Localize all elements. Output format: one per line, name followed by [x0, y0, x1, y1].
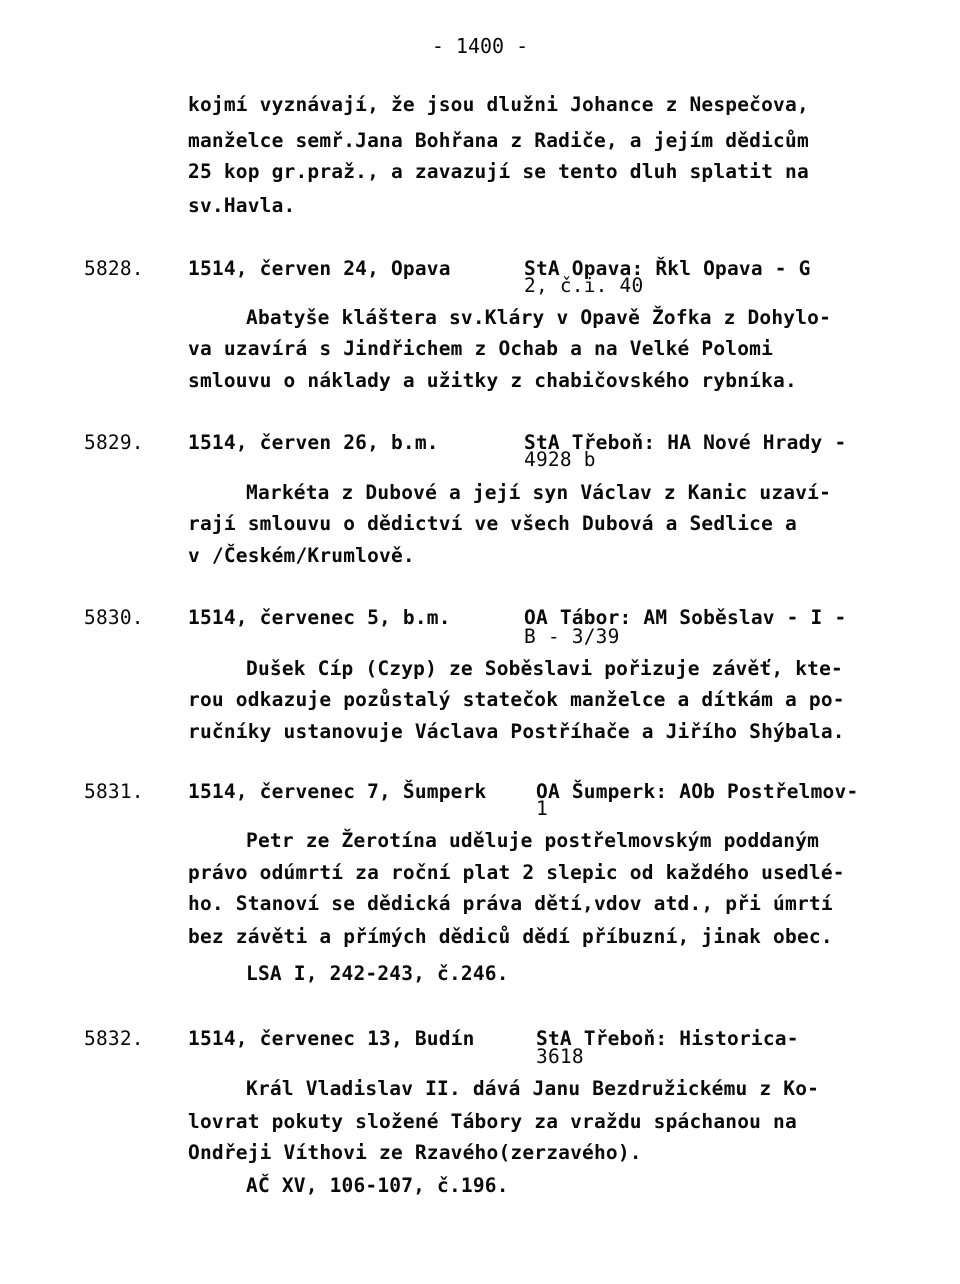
entry-text-line: rají smlouvu o dědictví ve všech Dubová a Sedlice a — [188, 512, 797, 535]
entry-text-line: Petr ze Žerotína uděluje postřelmovským poddaným — [246, 829, 820, 852]
entry-text-line: Král Vladislav II. dává Janu Bezdružickému z Ko- — [246, 1077, 820, 1100]
entry-text-line: lovrat pokuty složené Tábory za vraždu spáchanou na — [188, 1110, 797, 1133]
entry-number: 5829. — [84, 431, 144, 454]
entry-number: 5831. — [84, 780, 144, 803]
entry-source: 4928 b — [524, 448, 596, 471]
entry-date-place: 1514, červen 26, b.m. — [188, 431, 439, 454]
entry-number: 5830. — [84, 606, 144, 629]
entry-source: StA Třeboň: HA Nové Hrady - — [524, 431, 847, 454]
entry-text-line: Markéta z Dubové a její syn Václav z Kanic uzaví- — [246, 481, 832, 504]
entry-source: 1 — [536, 797, 548, 820]
entry-date-place: 1514, červenec 5, b.m. — [188, 606, 451, 629]
page-number: - 1400 - — [431, 34, 529, 58]
entry-source: OA Tábor: AM Soběslav - I - — [524, 606, 847, 629]
entry-source: StA Třeboň: Historica- — [536, 1027, 799, 1050]
entry-source: B - 3/39 — [524, 625, 620, 648]
entry-text-line: právo odúmrtí za roční plat 2 slepic od každého usedlé- — [188, 861, 845, 884]
entry-citation: LSA I, 242-243, č.246. — [246, 962, 509, 985]
entry-source: StA Opava: Řkl Opava - G — [524, 257, 811, 280]
entry-text-line: ručníky ustanovuje Václava Postříhače a Jiřího Shýbala. — [188, 720, 845, 743]
entry-date-place: 1514, červen 24, Opava — [188, 257, 451, 280]
entry-number: 5828. — [84, 257, 144, 280]
entry-text-line: smlouvu o náklady a užitky z chabičovského rybníka. — [188, 369, 797, 392]
intro-line: 25 kop gr.praž., a zavazují se tento dluh splatit na — [188, 160, 809, 183]
entry-source: 2, č.i. 40 — [524, 274, 644, 297]
entry-text-line: rou odkazuje pozůstalý statečok manželce a dítkám a po- — [188, 688, 845, 711]
entry-source: OA Šumperk: AOb Postřelmov- — [536, 780, 859, 803]
entry-text-line: ho. Stanoví se dědická práva dětí,vdov atd., při úmrtí — [188, 892, 833, 915]
entry-text-line: bez závěti a přímých dědiců dědí příbuzní, jinak obec. — [188, 925, 833, 948]
intro-line: manželce semř.Jana Bohřana z Radiče, a jejím dědicům — [188, 129, 809, 152]
entry-date-place: 1514, červenec 7, Šumperk — [188, 780, 487, 803]
intro-line: kojmí vyznávají, že jsou dlužni Johance z Nespečova, — [188, 93, 809, 116]
intro-line: sv.Havla. — [188, 194, 296, 217]
entry-text-line: va uzavírá s Jindřichem z Ochab a na Velké Polomi — [188, 337, 774, 360]
entry-text-line: Abatyše kláštera sv.Kláry v Opavě Žofka z Dohylo- — [246, 306, 832, 329]
entry-citation: AČ XV, 106-107, č.196. — [246, 1174, 509, 1197]
entry-source: 3618 — [536, 1045, 584, 1068]
entry-number: 5832. — [84, 1027, 144, 1050]
entry-date-place: 1514, červenec 13, Budín — [188, 1027, 475, 1050]
entry-text-line: Ondřeji Víthovi ze Rzavého(zerzavého). — [188, 1141, 642, 1164]
entry-text-line: Dušek Cíp (Czyp) ze Soběslavi pořizuje závěť, kte- — [246, 657, 843, 680]
entry-text-line: v /Českém/Krumlově. — [188, 544, 415, 567]
